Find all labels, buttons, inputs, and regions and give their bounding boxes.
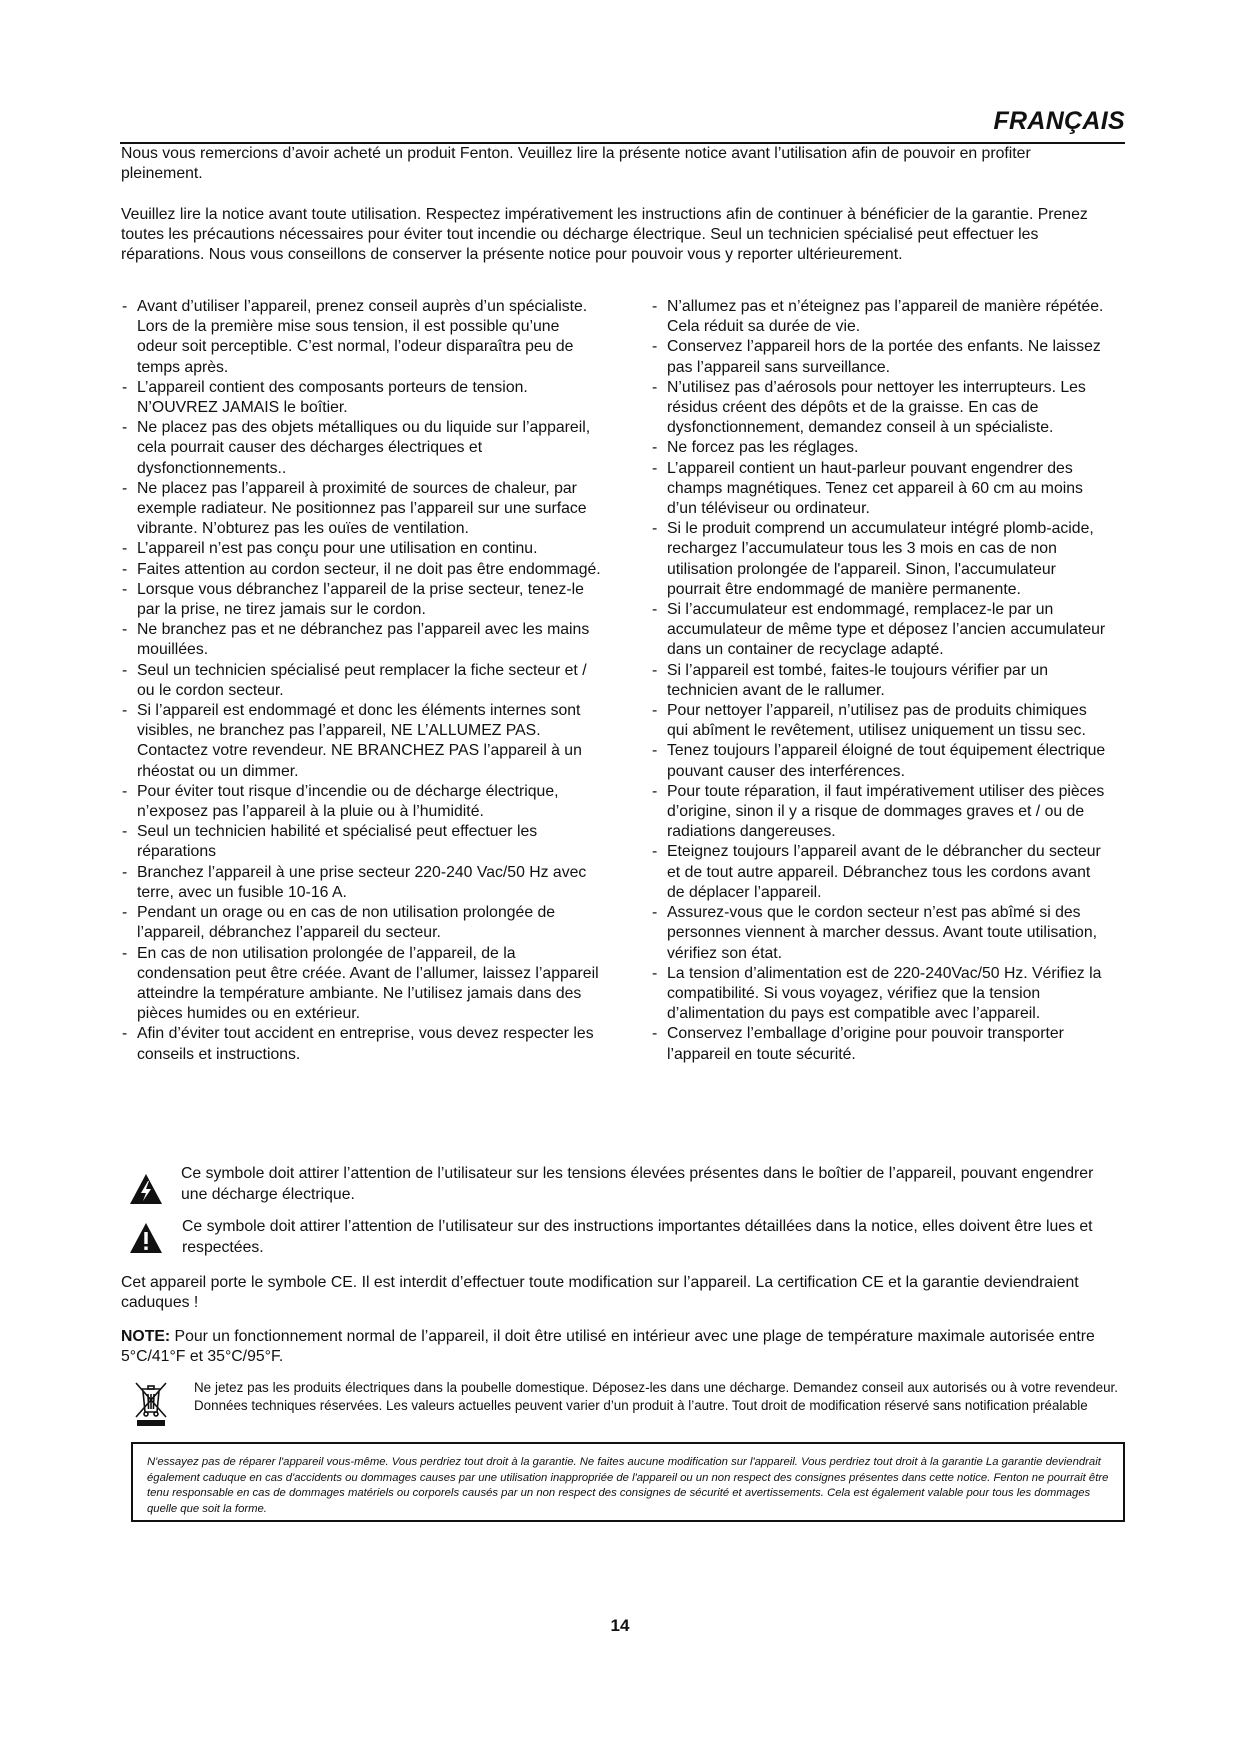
list-item: - Pour éviter tout risque d’incendie ou de décharge électrique, n’exposez pas l’appareil à la pluie ou à l’humidité. xyxy=(121,782,601,822)
note-label: NOTE: xyxy=(121,1328,171,1345)
list-item: - Seul un technicien habilité et spécialisé peut effectuer les réparations xyxy=(121,822,601,862)
safety-list-right xyxy=(651,297,1111,1065)
high-voltage-icon xyxy=(128,1172,164,1206)
list-item: - Lorsque vous débranchez l’appareil de la prise secteur, tenez-le par la prise, ne tirez jamais sur le cordon. xyxy=(121,580,601,620)
safety-list-left xyxy=(121,297,601,1065)
list-item: - Ne placez pas des objets métalliques ou du liquide sur l’appareil, cela pourrait causer des décharges électriques et dysfonctionnements.. xyxy=(121,418,601,479)
list-item: - Afin d’éviter tout accident en entreprise, vous devez respecter les conseils et instructions. xyxy=(121,1024,601,1064)
list-item: - La tension d’alimentation est de 220-240Vac/50 Hz. Vérifiez la compatibilité. Si vous voyagez, vérifiez que la tension d’alimentation du pays est compatible avec l’appareil. xyxy=(651,964,1111,1025)
disclaimer-text: N'essayez pas de réparer l'appareil vous-même. Vous perdriez tout droit à la garantie. Ne faites aucune modification sur l'appareil. Vous perdriez tout droit à la garantie La garantie deviendrait également caduque en cas d'accidents ou dommages causes par une utilisation inappropriée de l'appareil ou un non respect des consignes présentes dans cette notice. Fenton ne pourrait être tenu responsable en cas de dommages matériels ou corporels causés par un non respect des consignes de sécurité et avertissements. Cela est également valable pour tous les dommages quelle que soit la forme. xyxy=(147,1456,1109,1515)
list-item: - Seul un technicien spécialisé peut remplacer la fiche secteur et / ou le cordon secteur. xyxy=(121,661,601,701)
page-number: 14 xyxy=(610,1616,630,1635)
exclamation-warning-text: Ce symbole doit attirer l’attention de l’utilisateur sur des instructions importantes détaillées dans la notice, elles doivent être lues et respectées. xyxy=(182,1218,1093,1256)
list-item: - En cas de non utilisation prolongée de l’appareil, de la condensation peut être créée. Avant de l’allumer, laissez l’appareil atteindre la température ambiante. Ne l’utilisez jamais dans des pièces humides ou en extérieur. xyxy=(121,944,601,1025)
language-title: FRANÇAIS xyxy=(993,107,1125,135)
list-item: - Ne forcez pas les réglages. xyxy=(651,438,1111,458)
ce-notice: Cet appareil porte le symbole CE. Il est interdit d’effectuer toute modification sur l’appareil. La certification CE et la garantie deviendraient caduques ! xyxy=(121,1274,1079,1311)
intro-thanks: Nous vous remercions d’avoir acheté un produit Fenton. Veuillez lire la présente notice avant l’utilisation afin de pouvoir en profiter pleinement. xyxy=(121,145,1031,182)
list-item: - N’utilisez pas d’aérosols pour nettoyer les interrupteurs. Les résidus créent des dépôts et de la graisse. En cas de dysfonctionnement, demandez conseil à un spécialiste. xyxy=(651,378,1111,439)
list-item: - Pour nettoyer l’appareil, n’utilisez pas de produits chimiques qui abîment le revêtement, utilisez uniquement un tissu sec. xyxy=(651,701,1111,741)
note-paragraph xyxy=(121,1327,1121,1367)
list-item: - Tenez toujours l’appareil éloigné de tout équipement électrique pouvant causer des interférences. xyxy=(651,741,1111,781)
disclaimer-box xyxy=(131,1442,1125,1522)
list-item: - Pour toute réparation, il faut impérativement utiliser des pièces d’origine, sinon il y a risque de dommages graves et / ou de radiations dangereuses. xyxy=(651,782,1111,843)
list-item: - Faites attention au cordon secteur, il ne doit pas être endommagé. xyxy=(121,560,601,580)
list-item: - Si l’appareil est endommagé et donc les éléments internes sont visibles, ne branchez pas l’appareil, NE L’ALLUMEZ PAS. Contactez votre revendeur. NE BRANCHEZ PAS l’appareil à un rhéostat ou un dimmer. xyxy=(121,701,601,782)
weee-bin-icon xyxy=(134,1379,168,1427)
intro-read-notice: Veuillez lire la notice avant toute utilisation. Respectez impérativement les instructions afin de continuer à bénéficier de la garantie. Prenez toutes les précautions nécessaires pour éviter tout incendie ou décharge électrique. Seul un technicien spécialisé peut effectuer les réparations. Nous vous conseillons de conserver la présente notice pour pouvoir vous y reporter ultérieurement. xyxy=(121,206,1088,263)
list-item: - L’appareil contient des composants porteurs de tension. N’OUVREZ JAMAIS le boîtier. xyxy=(121,378,601,418)
list-item: - Si le produit comprend un accumulateur intégré plomb-acide, rechargez l’accumulateur tous les 3 mois en cas de non utilisation prolongée de l'appareil. Sinon, l'accumulateur pourrait être endommagé de manière permanente. xyxy=(651,519,1111,600)
list-item: - Conservez l’emballage d’origine pour pouvoir transporter l’appareil en toute sécurité. xyxy=(651,1024,1111,1064)
exclamation-warning-icon xyxy=(128,1221,164,1255)
list-item: - L’appareil contient un haut-parleur pouvant engendrer des champs magnétiques. Tenez cet appareil à 60 cm au moins d’un téléviseur ou ordinateur. xyxy=(651,459,1111,520)
note-text: Pour un fonctionnement normal de l’appareil, il doit être utilisé en intérieur avec une plage de température maximale autorisée entre 5°C/41°F et 35°C/95°F. xyxy=(121,1328,1095,1365)
list-item: - Ne branchez pas et ne débranchez pas l’appareil avec les mains mouillées. xyxy=(121,620,601,660)
voltage-warning-text: Ce symbole doit attirer l’attention de l’utilisateur sur les tensions élevées présentes dans le boîtier de l’appareil, pouvant engendrer une décharge électrique. xyxy=(181,1165,1094,1203)
list-item: - Branchez l’appareil à une prise secteur 220-240 Vac/50 Hz avec terre, avec un fusible 10-16 A. xyxy=(121,863,601,903)
list-item: - Conservez l’appareil hors de la portée des enfants. Ne laissez pas l’appareil sans surveillance. xyxy=(651,337,1111,377)
weee-notice: Ne jetez pas les produits électriques dans la poubelle domestique. Déposez-les dans une décharge. Demandez conseil aux autorisés ou à votre revendeur. Données techniques réservées. Les valeurs actuelles peuvent varier d’un produit à l’autre. Tout droit de modification réservé sans notification préalable xyxy=(194,1380,1118,1413)
list-item: - Eteignez toujours l’appareil avant de le débrancher du secteur et de tout autre appareil. Débranchez tous les cordons avant de déplacer l’appareil. xyxy=(651,842,1111,903)
list-item: - N’allumez pas et n’éteignez pas l’appareil de manière répétée. Cela réduit sa durée de vie. xyxy=(651,297,1111,337)
list-item: - Avant d’utiliser l’appareil, prenez conseil auprès d’un spécialiste. Lors de la première mise sous tension, il est possible qu’une odeur soit perceptible. C’est normal, l’odeur disparaîtra peu de temps après. xyxy=(121,297,601,378)
list-item: - Si l’accumulateur est endommagé, remplacez-le par un accumulateur de même type et déposez l’ancien accumulateur dans un container de recyclage adapté. xyxy=(651,600,1111,661)
list-item: - Si l’appareil est tombé, faites-le toujours vérifier par un technicien avant de le rallumer. xyxy=(651,661,1111,701)
list-item: - Assurez-vous que le cordon secteur n’est pas abîmé si des personnes viennent à marcher dessus. Avant toute utilisation, vérifiez son état. xyxy=(651,903,1111,964)
list-item: - Ne placez pas l’appareil à proximité de sources de chaleur, par exemple radiateur. Ne positionnez pas l’appareil sur une surface vibrante. N’obturez pas les ouïes de ventilation. xyxy=(121,479,601,540)
list-item: - L’appareil n’est pas conçu pour une utilisation en continu. xyxy=(121,539,601,559)
list-item: - Pendant un orage ou en cas de non utilisation prolongée de l’appareil, débranchez l’appareil du secteur. xyxy=(121,903,601,943)
